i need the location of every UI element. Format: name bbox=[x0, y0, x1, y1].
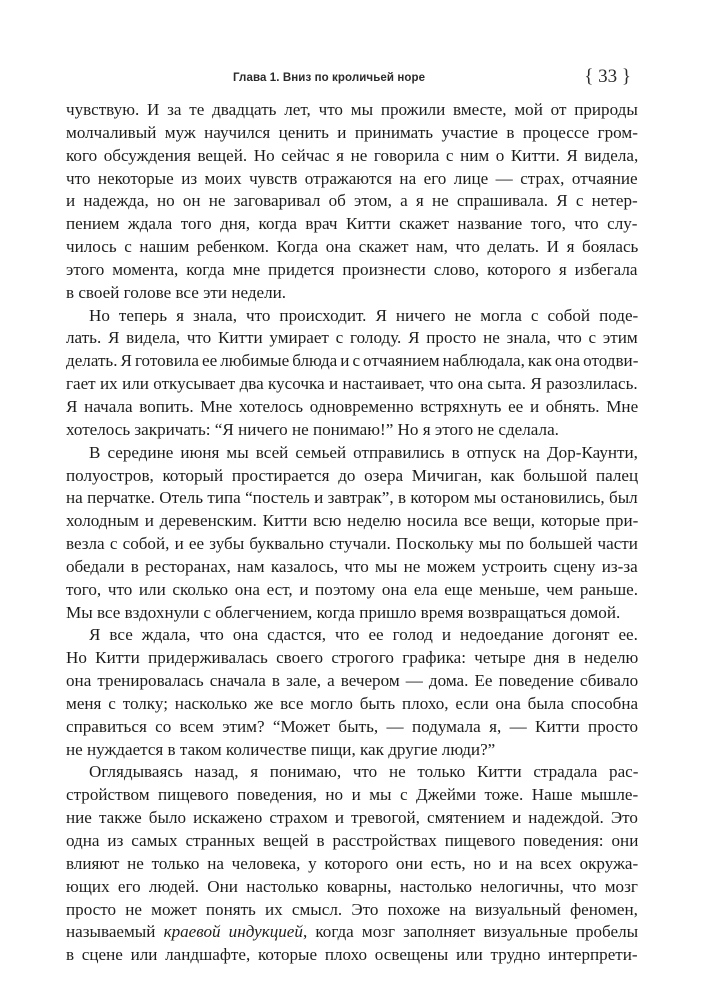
italic-term: краевой индукцией bbox=[163, 922, 303, 942]
text-line: меня с толку; насколько же все могло быть плохо, если она была способна bbox=[66, 693, 639, 713]
paragraph-5 bbox=[66, 761, 638, 967]
text-line: в сцене или ландшафте, которые плохо освещены или трудно интерпрети- bbox=[66, 945, 638, 965]
paragraph-4 bbox=[66, 624, 638, 761]
text-run: называемый bbox=[66, 922, 164, 942]
text-line: стройством пищевого поведения, но и мы с Джейми тоже. Наше мышле- bbox=[66, 785, 639, 805]
text-line: холодным и деревенским. Китти всю неделю носила все вещи, которые при- bbox=[66, 511, 639, 531]
text-line: Я все ждала, что она сдастся, что ее голод и недоедание догонят ее. bbox=[89, 625, 638, 645]
text-line: чувствую. И за те двадцать лет, что мы прожили вместе, мой от природы bbox=[66, 100, 638, 119]
text-line: она тренировалась сначала в зале, а вечером — дома. Ее поведение сбивало bbox=[66, 671, 639, 691]
text-line: чилось с нашим ребенком. Когда она скажет нам, что делать. И я боялась bbox=[66, 237, 639, 257]
text-line: пением ждала того дня, когда врач Китти скажет название того, что слу- bbox=[66, 214, 638, 234]
body-text bbox=[66, 99, 638, 967]
text-line: того, что или сколько она ест, и поэтому она ела еще меньше, чем раньше. bbox=[66, 579, 638, 599]
text-line: молчаливый муж научился ценить и принимать участие в процессе гром- bbox=[66, 122, 638, 142]
running-header bbox=[65, 58, 639, 98]
text-line: просто не может понять их смысл. Это похоже на визуальный феномен, bbox=[66, 899, 638, 919]
text-line: лать. Я видела, что Китти умирает с голоду. Я просто не знала, что с этим bbox=[66, 328, 638, 348]
text-line: делать. Я готовила ее любимые блюда и с отчаянием наблюдала, как она отодви- bbox=[66, 351, 639, 371]
text-line: в своей голове все эти недели. bbox=[66, 282, 287, 302]
paragraph-2 bbox=[66, 305, 638, 442]
text-line: полуостров, который простирается до озера Мичиган, как большой палец bbox=[66, 465, 639, 485]
text-line: влияют не только на человека, у которого они есть, но и на всех окружа- bbox=[66, 853, 639, 873]
chapter-title: Глава 1. Вниз по кроличьей норе bbox=[233, 72, 426, 84]
paragraph-3 bbox=[66, 442, 638, 625]
text-line: обедали в ресторанах, нам казалось, что мы не можем устроить сцену из-за bbox=[66, 556, 638, 576]
text-line: ющих его людей. Они настолько коварны, настолько нелогичны, что мозг bbox=[66, 876, 638, 896]
text-line: везла с собой, и ее зубы буквально стучали. Поскольку мы по большей части bbox=[66, 534, 638, 554]
text-line-with-italic bbox=[66, 921, 638, 944]
text-line: гает их или откусывает два кусочка и настаивает, что она сыта. Я разозлилась. bbox=[66, 374, 638, 394]
text-line: не нуждается в таком количестве пищи, как другие люди?” bbox=[66, 739, 496, 759]
text-line: Оглядываясь назад, я понимаю, что не только Китти страдала рас- bbox=[89, 762, 639, 782]
text-line: кого обсуждения вещей. Но сейчас я не говорила с ним о Китти. Я видела, bbox=[66, 145, 639, 165]
page-number: { 33 } bbox=[584, 66, 631, 87]
text-line: что некоторые из моих чувств отражаются на его лице — страх, отчаяние bbox=[66, 168, 638, 188]
text-line: и надежда, но он не заговаривал об этом, а я не спрашивала. Я с нетер- bbox=[66, 191, 638, 211]
text-line: Мы все вздохнули с облегчением, когда пришло время возвращаться домой. bbox=[66, 602, 621, 622]
paragraph-1 bbox=[66, 99, 638, 305]
text-line: этого момента, когда мне придется произнести слово, которого я избегала bbox=[66, 259, 638, 279]
text-line: В середине июня мы всей семьей отправились в отпуск на Дор-Каунти, bbox=[89, 442, 638, 462]
text-line: Но теперь я знала, что происходит. Я ничего не могла с собой поде- bbox=[89, 305, 639, 325]
text-line: Я начала вопить. Мне хотелось одновременно встряхнуть ее и обнять. Мне bbox=[66, 396, 639, 416]
text-line: справиться со всем этим? “Может быть, — подумала я, — Китти просто bbox=[66, 716, 639, 736]
text-line: Но Китти придерживалась своего строгого графика: четыре дня в неделю bbox=[66, 648, 639, 668]
text-run: , когда мозг заполняет визуальные пробелы bbox=[302, 922, 639, 942]
text-line: ние также было искажено страхом и тревогой, смятением и надеждой. Это bbox=[66, 808, 638, 828]
text-line: хотелось закричать: “Я ничего не понимаю!” Но я этого не сделала. bbox=[66, 419, 559, 439]
text-line: одна из самых странных вещей в расстройствах пищевого поведения: они bbox=[66, 831, 639, 850]
text-line: на перчатке. Отель типа “постель и завтрак”, в котором мы остановились, был bbox=[66, 488, 638, 508]
